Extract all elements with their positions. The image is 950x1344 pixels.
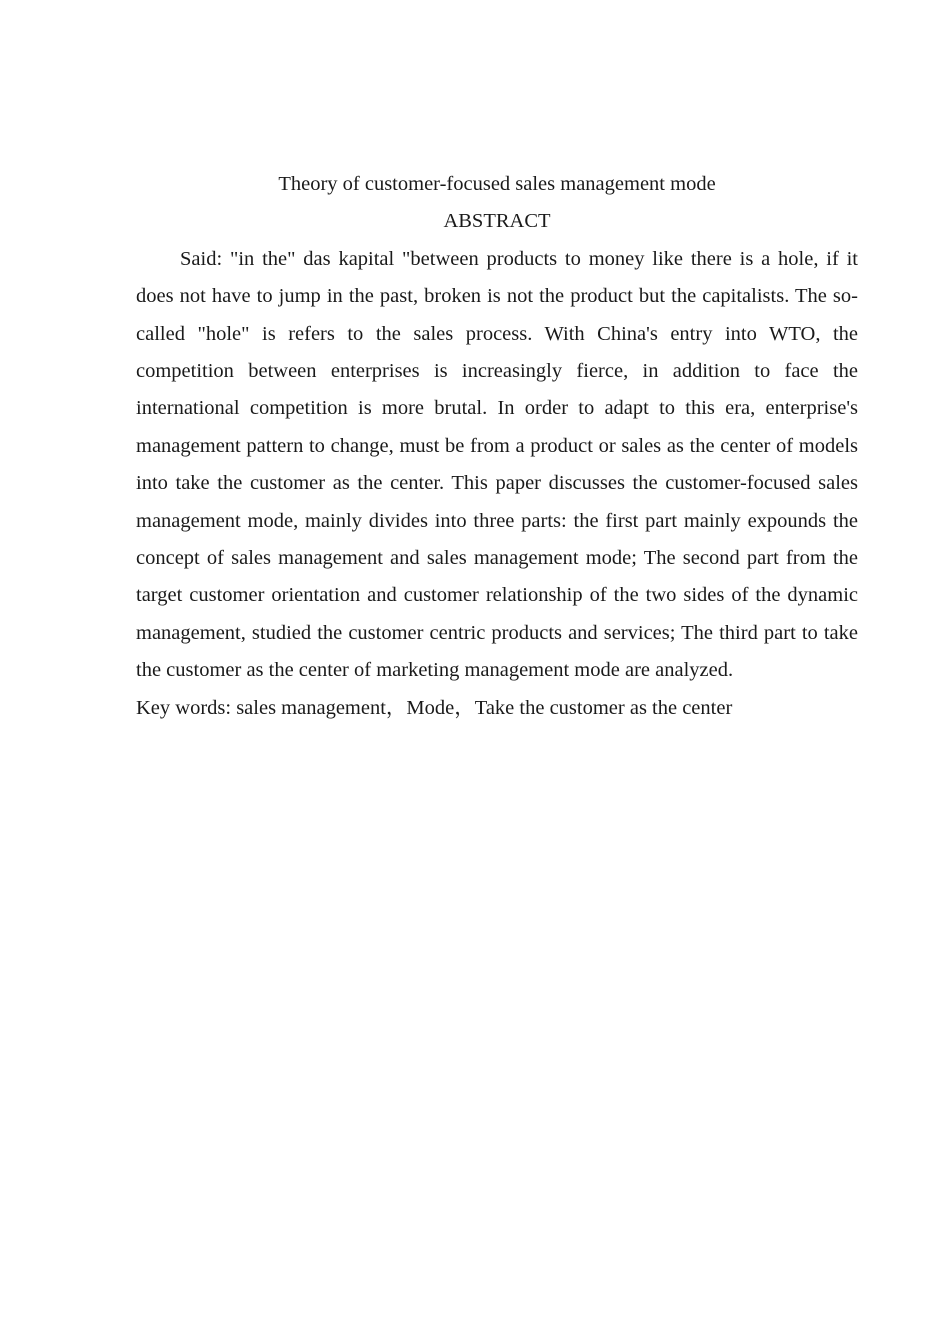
abstract-section — [136, 166, 858, 727]
abstract-body: Said: "in the" das kapital "between products to money like there is a hole, if it does not have to jump in the past, broken is not the product but the capitalists. The so-called "hole" is refers to the sales process. With China's entry into WTO, the competition between enterprises is increasingly fierce, in addition to face the international competition is more brutal. In order to adapt to this era, enterprise's management pattern to change, must be from a product or sales as the center of models into take the customer as the center. This paper discusses the customer-focused sales management mode, mainly divides into three parts: the first part mainly expounds the concept of sales management and sales management mode; The second part from the target customer orientation and customer relationship of the two sides of the dynamic management, studied the customer centric products and services; The third part to take the customer as the center of marketing management mode are analyzed. — [136, 247, 858, 682]
paper-title: Theory of customer-focused sales management mode — [278, 173, 716, 195]
keywords-line: Key words: sales management，Mode，Take the customer as the center — [136, 696, 733, 719]
abstract-heading: ABSTRACT — [443, 210, 551, 233]
